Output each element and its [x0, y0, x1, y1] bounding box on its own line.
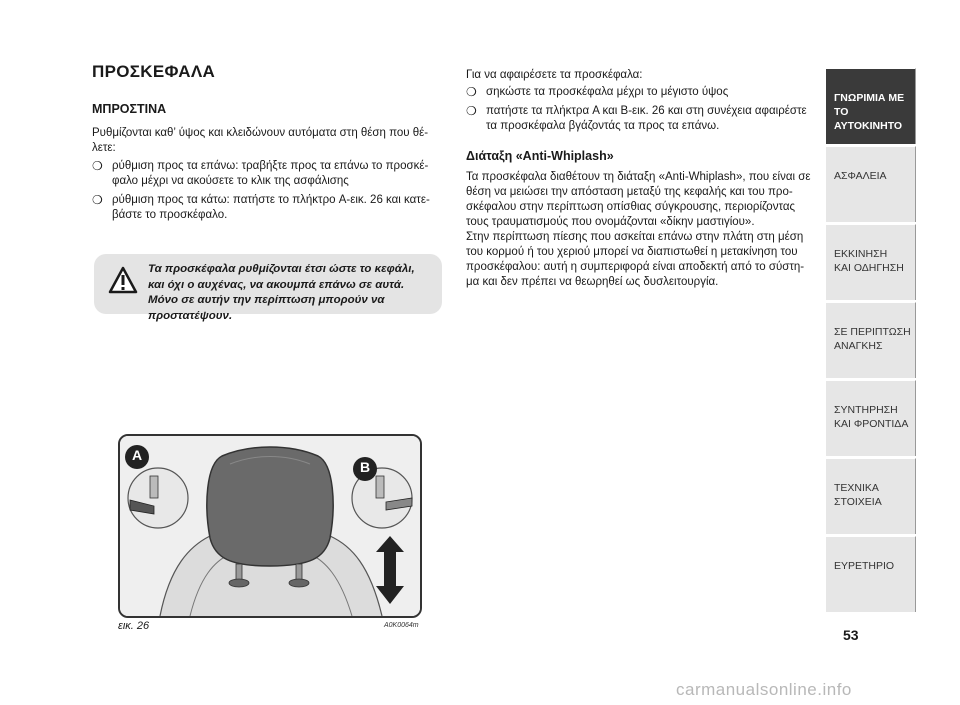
warning-box: [94, 254, 442, 322]
watermark: carmanualsonline.info: [676, 680, 852, 699]
label-a: A: [131, 447, 143, 463]
figure-caption: εικ. 26: [118, 620, 150, 632]
tab-label-line1: ΣΕ ΠΕΡΙΠΤΩΣΗ: [834, 326, 911, 338]
tab-label-line1: ΑΣΦΑΛΕΙΑ: [834, 170, 887, 182]
tab-technical-data[interactable]: [826, 458, 916, 534]
front-bullet-text: ρύθμιση προς τα κάτω: πατήστε το πλήκτρο A-εικ. 26 και κατε-βάστε το προσκέφαλο.: [112, 194, 430, 221]
tab-label-line1: ΓΝΩΡΙΜΙΑ ΜΕ ΤΟ: [834, 92, 905, 118]
tab-starting-driving[interactable]: [826, 224, 916, 300]
antiwhiplash-body-1: Τα προσκέφαλα διαθέτουν τη διάταξη «Anti-Whiplash», που είναι σε θέση να μειώσει την απόσταση μεταξύ της κεφαλής και του προ-σκέφαλου στην περίπτωση οπίσθιας σύγκρουσης, περιορίζοντας τους τραυματισμούς που ονομάζονται «δίκην μαστιγίου».: [466, 171, 811, 228]
front-bullet: [92, 193, 446, 225]
tab-maintenance[interactable]: [826, 380, 916, 456]
tab-label-line1: ΣΥΝΤΗΡΗΣΗ: [834, 404, 898, 416]
warning-text: Τα προσκέφαλα ρυθμίζονται έτσι ώστε το κεφάλι, και όχι ο αυχένας, να ακουμπά επάνω σε αυτά. Μόνο σε αυτήν την περίπτωση μπορούν να προστατέψουν.: [148, 263, 415, 322]
bullet-circle-icon: ❍: [466, 85, 477, 99]
label-b: B: [359, 459, 371, 475]
bullet-circle-icon: ❍: [92, 159, 103, 173]
tab-label-line1: ΕΥΡΕΤΗΡΙΟ: [834, 560, 895, 572]
tab-label-line2: ΚΑΙ ΦΡΟΝΤΙΔΑ: [834, 418, 909, 430]
bullet-circle-icon: ❍: [466, 104, 477, 118]
tab-emergency[interactable]: [826, 302, 916, 378]
tab-label-line1: ΕΚΚΙΝΗΣΗ: [834, 248, 888, 260]
remove-bullet-text: σηκώστε τα προσκέφαλα μέχρι το μέγιστο ύψος: [486, 86, 729, 98]
tab-getting-to-know[interactable]: [826, 68, 916, 144]
tab-label-line2: ΑΥΤΟΚΙΝΗΤΟ: [834, 120, 903, 132]
headrest-figure: [118, 434, 422, 618]
tab-label-line2: ΚΑΙ ΟΔΗΓΗΣΗ: [834, 262, 904, 274]
remove-bullet-text: πατήστε τα πλήκτρα A και B-εικ. 26 και στη συνέχεια αφαιρέστε τα προσκέφαλα βγάζοντάς τα προς τα επάνω.: [486, 105, 807, 132]
tab-label-line1: ΤΕΧΝΙΚΑ: [834, 482, 879, 494]
front-intro: Ρυθμίζονται καθ’ ύψος και κλειδώνουν αυτόματα στη θέση που θέ-λετε:: [92, 127, 429, 154]
remove-bullet: [466, 104, 814, 136]
front-bullet: [92, 159, 446, 191]
tab-safety[interactable]: [826, 146, 916, 222]
remove-bullet: [466, 85, 814, 101]
antiwhiplash-heading: Διάταξη «Anti-Whiplash»: [466, 149, 614, 163]
warning-triangle-icon: [108, 266, 138, 294]
page-number: 53: [843, 627, 859, 643]
remove-intro: Για να αφαιρέσετε τα προσκέφαλα:: [466, 69, 643, 81]
antiwhiplash-body-2: Στην περίπτωση πίεσης που ασκείται επάνω στην πλάτη στη μέση του κορμού ή του χεριού μπορεί να διαπιστωθεί η μετακίνηση του προσκέφαλου: αυτή η συμπεριφορά είναι αποδεκτή από το σύστη-μα και δεν πρέπει να θεωρηθεί ως δυσλειτουργία.: [466, 231, 805, 288]
page-title: ΠΡΟΣΚΕΦΑΛΑ: [92, 62, 216, 81]
section-heading-front: ΜΠΡΟΣΤΙΝΑ: [92, 102, 167, 116]
front-bullet-text: ρύθμιση προς τα επάνω: τραβήξτε προς τα επάνω το προσκέ-φαλο μέχρι να ακούσετε το κλικ της ασφάλισης: [112, 160, 429, 187]
figure-code: A0K0064m: [384, 622, 419, 629]
tab-label-line2: ΣΤΟΙΧΕΙΑ: [834, 496, 882, 508]
tab-label-line2: ΑΝΑΓΚΗΣ: [834, 340, 883, 352]
tab-index[interactable]: [826, 536, 916, 612]
bullet-circle-icon: ❍: [92, 193, 103, 207]
